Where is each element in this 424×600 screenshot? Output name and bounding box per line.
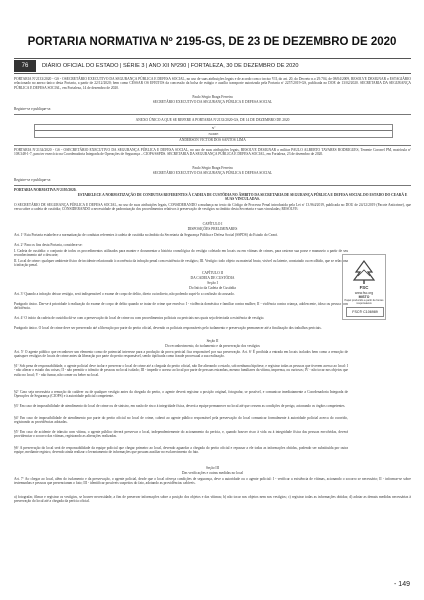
fsc-seal	[342, 254, 386, 320]
gazette-header	[14, 58, 411, 74]
chapter-1-heading: CAPÍTULO I	[202, 222, 223, 226]
page-folio: - 149	[394, 581, 410, 588]
section-divider	[14, 114, 411, 115]
chapter-1-title: DISPOSIÇÕES PRELIMINARES	[187, 227, 238, 231]
annex-col-number: Nº	[211, 126, 216, 130]
gazette-page	[14, 58, 411, 580]
preamble-text: O SECRETÁRIO DE SEGURANÇA PÚBLICA E DEFESA SOCIAL, no uso de suas atribuições legais, CONSIDERANDO a mudança no texto do Código de Processo Penal introduzida pela Lei nº 13.964/2019, publicada no DOU de 24/12/2019 (Pacote Anticrime), que versa sobre a cadeia de custódia; CONSIDERANDO a necessidade de padronização dos procedimentos relativos à preservação de vestígios no âmbito desta Secretaria e suas vinculadas; RESOLVE:	[14, 203, 411, 212]
definition-custody-chain: I. Cadeia de custódia: o conjunto de todos os procedimentos utilizados para manter e documentar a história cronológica do vestígio coletado em locais ou em vítimas de crimes, para rastrear sua posse e manuseio a partir de seu reconhecimento até o descarte;	[14, 249, 348, 258]
annex-table-rule	[35, 130, 392, 131]
article-4: Art. 4º O início da cadeia de custódia dá-se com a preservação do local de crime ou com procedimentos policiais ou periciais nos quais seja detectada a existência de vestígio.	[14, 316, 265, 320]
articles-5-6: Art. 5º O agente público que reconhecer um elemento como de potencial interesse para a produção da prova pericial fica responsável por sua preservação. Art. 6º É proibida a entrada em locais isolados bem como a remoção de quaisquer vestígios de locais de crime antes da liberação por parte do perito responsável, sendo tipificada como fraude processual a sua realização.	[14, 350, 348, 359]
article-6-para-1: §1º Sob pena de responsabilidade, o agente policial deve isolar e preservar o local de crime até a chegada do perito oficial, não lhe alterando o estado, sob nenhuma hipótese, e registrar todas as pessoas que tiverem acesso ao local: I - não alterar o estado das coisas; II - não permitir o trânsito de pessoas no local isolado; III - impedir o acesso ao local por parte de pessoas estranhas, mesmo familiares da vítima, imprensa, ou curiosos; IV - não tocar nos objetos que estão no local; V - não fumar, não comer ou beber no local.	[14, 364, 348, 377]
chapter-2-heading: CAPÍTULO II	[201, 271, 224, 275]
article-3: Art. 3º Quando a infração deixar vestígio, será indispensável o exame de corpo de delito, direto ou indireto, não podendo supri-lo a confissão do acusado.	[14, 292, 235, 296]
signature-role: SECRETÁRIO EXECUTIVO DA SEGURANÇA PÚBLICA E DEFESA SOCIAL	[152, 100, 273, 104]
signature-name: Paulo Sérgio Braga Ferreira	[192, 166, 233, 170]
fsc-label: MISTO	[358, 295, 370, 299]
signature-role: SECRETÁRIO EXECUTIVO DA SEGURANÇA PÚBLICA E DEFESA SOCIAL	[152, 171, 273, 175]
annex-title: ANEXO ÚNICO A QUE SE REFERE A PORTARIA Nº2133/2020-GS, DE 14 DE DEZEMBRO DE 2020	[135, 118, 290, 122]
fsc-brand: FSC	[359, 285, 369, 290]
section-divider	[14, 185, 411, 186]
section-1-heading: Seção I	[207, 281, 218, 285]
page-number: 76	[14, 60, 36, 72]
chapter-2-title: DA CADEIA DE CUSTÓDIA	[190, 276, 235, 280]
article-7-items: a) fotografar, filmar e registrar os vestígios, se houver necessidade, a fim de preservar informações sobre a posição dos objetos e das vítimas; b) não tocar nos objetos nem nos vestígios; c) registrar todas as informações obtidas; d) adotar as demais medidas necessárias à preservação do local até a chegada da perícia oficial.	[14, 495, 411, 504]
register-note: Registre-se e publique-se.	[14, 107, 52, 111]
section-divider	[14, 145, 411, 146]
register-note: Registre-se e publique-se.	[14, 178, 52, 182]
article-2: Art. 2º Para os fins desta Portaria, considera-se:	[14, 243, 83, 247]
fsc-tree-icon	[351, 259, 377, 285]
article-6-para-4: §4º Em caso de impossibilidade de atendimento por parte do perito oficial no local de crime, caberá ao agente público responsável pela preservação do local comunicar formalmente à autoridade policial acerca do ocorrido, registrando as providências adotadas.	[14, 416, 348, 425]
section-2-heading: Seção II	[206, 339, 219, 343]
article-6-para-6: §6º A preservação do local será de responsabilidade da equipe policial que chegar primeiro ao local, devendo aguardar a chegada do perito oficial e repassar a ele todas as informações obtidas, podendo ser substituída por outra equipe, mediante registro, devendo ainda realizar o levantamento de informações que possam auxiliar no esclarecimento do fato.	[14, 446, 348, 455]
gazette-header-text: DIÁRIO OFICIAL DO ESTADO | SÉRIE 3 | ANO XII Nº290 | FORTALEZA, 30 DE DEZEMBRO DE 2020	[42, 63, 299, 69]
fsc-description: Papel produzido a partir de fontes responsáveis	[344, 299, 384, 305]
fsc-code: FSC® C106989	[346, 307, 384, 317]
annex-col-name: NOME	[208, 132, 219, 136]
section-3-heading: Seção III	[205, 466, 220, 470]
annex-row-name: ANDERSON VICTOR DOS SANTOS LIMA	[179, 138, 246, 142]
annex-table	[34, 124, 393, 138]
section-1-title: Do Início da Cadeia de Custódia	[189, 286, 236, 290]
signature-name: Paulo Sérgio Braga Ferreira	[192, 95, 233, 99]
article-1: Art. 1º Esta Portaria estabelece a normatização de condutas referentes à cadeia de custódia no âmbito da Secretaria da Segurança Pública e Defesa Social (SSPDS) do Estado do Ceará.	[14, 233, 278, 237]
portaria-2133-text: PORTARIA Nº2133/2020 - GS - OSECRETÁRIO EXECUTIVO DA SEGURANÇA PÚBLICA E DEFESA SOCIAL, no uso de suas atribuições legais e de acordo com o inciso VII, do art. 20, do Decreto n.o 29.704, de 08/04/2009, RESOLVE DESIGNAR o ESTAGIÁRIO relacionado no anexo único desta Portaria, a partir de 22/12/2020; bem como CESSAR OS EFEITOS da concessão da bolsa de estágio e auxílio transporte autorizada pela Portaria nº 2257/2019-GS, publicada no DOE de 13/02/2020. SECRETARIA DA SEGURANÇA PÚBLICA E DEFESA SOCIAL, em Fortaleza, 14 de dezembro de 2020.	[14, 77, 411, 90]
article-6-para-5: §5º Em caso de acidente de trânsito com vítima, o agente público deverá preservar o local, independentemente do acionamento da perícia, e, quando houver risco à vida ou à integridade física das pessoas envolvidas, deverá providenciar o socorro das vítimas, registrando as alterações realizadas.	[14, 430, 348, 439]
document-title: PORTARIA NORMATIVA Nº 2195-GS, DE 23 DE DEZEMBRO DE 2020	[27, 36, 397, 48]
section-3-title: Das verificações e outras medidas no local	[181, 471, 244, 475]
definition-crime-scene: II. Local de crime: qualquer ambiente físico de incidente relacionado à ocorrência da infração penal com existência de vestígios; III. Vestígio: todo objeto ou material bruto, visível ou latente, constatado ou recolhido, que se relaciona à infração penal.	[14, 259, 348, 268]
article-6-para-2: §2º Caso seja necessária a remoção do cadáver ou de qualquer vestígio antes da chegada do perito, o agente deverá registrar a posição original, fotografar, se possível, e comunicar imediatamente a Coordenadoria Integrada de Operações de Segurança (CIOPS) e à autoridade policial competente.	[14, 390, 348, 399]
article-3-paragraph: Parágrafo único. Dar-se-á prioridade à realização do exame de corpo de delito quando se tratar de crime que envolva: I - violência doméstica e familiar contra mulher; II - violência contra criança, adolescente, idoso ou pessoa com deficiência.	[14, 302, 348, 311]
section-2-title: Do reconhecimento, do isolamento e da preservação dos vestígios	[165, 344, 260, 348]
normativa-number: PORTARIA NORMATIVA Nº2195/2020.	[14, 188, 77, 192]
fsc-website: www.fsc.org	[354, 291, 374, 295]
article-4-paragraph: Parágrafo único. O local de crime deve ser preservado até a liberação por parte do perito oficial, devendo os policiais responsáveis pelo isolamento e preservação permanecer até a finalização dos trabalhos periciais.	[14, 326, 322, 330]
portaria-2134-text: PORTARIA Nº2134/2020 - GS - OSECRETÁRIO EXECUTIVO DA SEGURANÇA PÚBLICA E DEFESA SOCIAL, no uso de suas atribuições legais, RESOLVE DESIGNAR o militar PAULO ALBERTO TAVARES RODRIGUES, Tenente Coronel PM, matrícula nº 108.348-1-7, para ter exercício na Coordenadoria Integrada de Operações de Segurança – CIOPS/SSPDS. SECRETARIA DA SEGURANÇA PÚBLICA E DEFESA SOCIAL, em Fortaleza, 23 de dezembro de 2020.	[14, 148, 411, 157]
normativa-ementa: ESTABELECE A NORMATIZAÇÃO DE CONDUTAS REFERENTES À CADEIA DE CUSTÓDIA NO ÂMBITO DA SECRETARIA DE SEGURANÇA PÚBLICA E DEFESA SOCIAL DO ESTADO DO CEARÁ E SUAS VINCULADAS.	[77, 193, 408, 202]
article-6-para-3: §3º Em caso de impossibilidade de atendimento do local de crime ou de sinistro, em razão de risco à integridade física, deverá a equipe permanecer no local até que cessem as condições de perigo, acionando os órgãos competentes.	[14, 404, 346, 408]
article-7: Art. 7º Ao chegar ao local, além do isolamento e da preservação, o agente policial, desde que o local ofereça condições de segurança, deve a autoridade ou o agente policial: I - verificar a existência de vítimas, acionando o socorro se necessário; II - informar-se sobre testemunhas e pessoas que presenciaram o fato; III - identificar possíveis suspeitos do fato, adotando as providências cabíveis.	[14, 477, 411, 486]
